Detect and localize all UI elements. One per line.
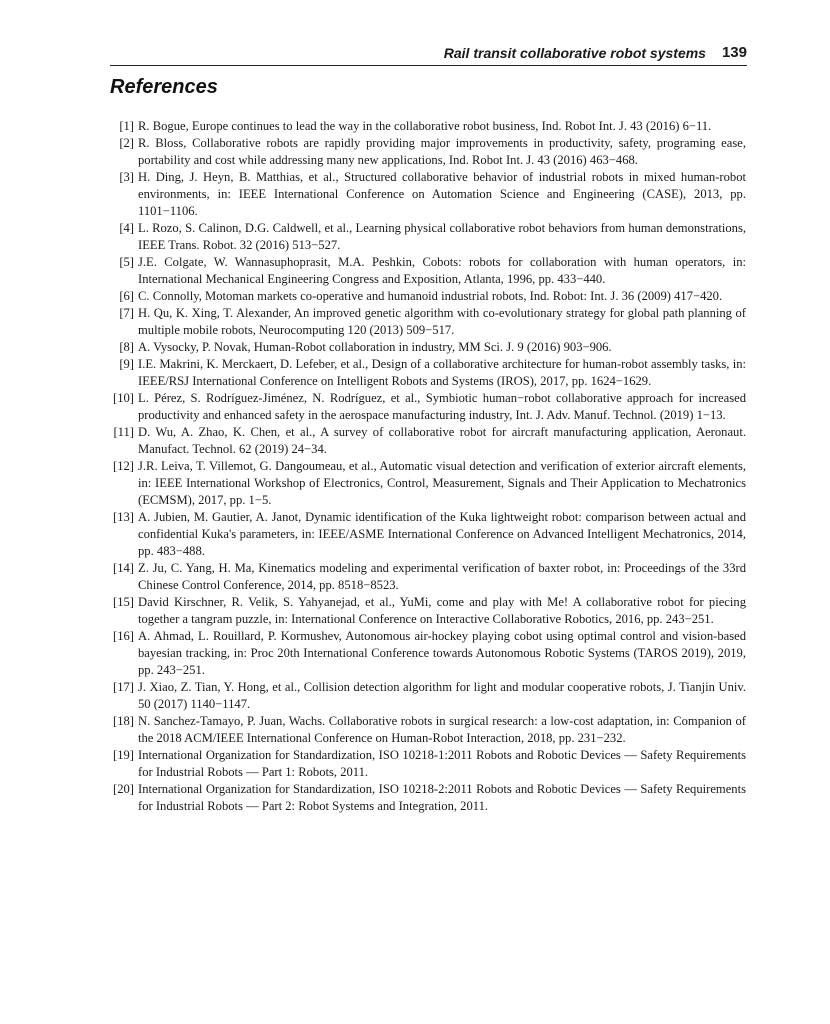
reference-number: [9]: [119, 357, 134, 371]
reference-text: A. Jubien, M. Gautier, A. Janot, Dynamic identification of the Kuka lightweight robot: comparison between actual and confidential Kuka's parameters, in: IEEE/ASME International Conference on Advanced Intelligent Mechatronics, 2014, pp. 483−488.: [138, 510, 746, 558]
reference-number: [15]: [113, 595, 134, 609]
reference-item: [110, 118, 746, 135]
reference-item: [110, 135, 746, 169]
reference-number: [4]: [119, 221, 134, 235]
reference-item: [110, 628, 746, 679]
reference-item: [110, 560, 746, 594]
reference-number: [16]: [113, 629, 134, 643]
reference-number: [8]: [119, 340, 134, 354]
reference-item: [110, 390, 746, 424]
reference-number: [10]: [113, 391, 134, 405]
reference-item: [110, 424, 746, 458]
reference-text: International Organization for Standardization, ISO 10218-1:2011 Robots and Robotic Devices — Safety Requirements for Industrial Robots — Part 1: Robots, 2011.: [138, 748, 746, 779]
reference-number: [12]: [113, 459, 134, 473]
reference-text: R. Bloss, Collaborative robots are rapidly providing major improvements in productivity, safety, programing ease, portability and cost while addressing many new applications, Ind. Robot Int. J. 43 (2016) 463−468.: [138, 136, 746, 167]
reference-text: A. Ahmad, L. Rouillard, P. Kormushev, Autonomous air-hockey playing cobot using optimal control and vision-based bayesian tracking, in: Proc 20th International Conference towards Autonomous Robotic Systems (TAROS 2019), 2019, pp. 243−251.: [138, 629, 746, 677]
reference-item: [110, 509, 746, 560]
reference-item: [110, 747, 746, 781]
reference-text: Z. Ju, C. Yang, H. Ma, Kinematics modeling and experimental verification of baxter robot, in: Proceedings of the 33rd Chinese Control Conference, 2014, pp. 8518−8523.: [138, 561, 746, 592]
reference-number: [11]: [113, 425, 134, 439]
running-header: [110, 38, 747, 66]
reference-number: [17]: [113, 680, 134, 694]
reference-item: [110, 288, 746, 305]
running-title: Rail transit collaborative robot systems: [443, 45, 706, 61]
reference-list: [110, 118, 746, 815]
reference-item: [110, 458, 746, 509]
section-heading: References: [110, 76, 218, 98]
reference-number: [20]: [113, 782, 134, 796]
reference-text: N. Sanchez-Tamayo, P. Juan, Wachs. Collaborative robots in surgical research: a low-cost adaptation, in: Companion of the 2018 ACM/IEEE International Conference on Human-Robot Interaction, 2018, pp. 231−232.: [138, 714, 746, 745]
reference-number: [7]: [119, 306, 134, 320]
reference-text: J.E. Colgate, W. Wannasuphoprasit, M.A. Peshkin, Cobots: robots for collaboration with human operators, in: International Mechanical Engineering Congress and Exposition, Atlanta, 1996, pp. 433−440.: [138, 255, 746, 286]
reference-text: J. Xiao, Z. Tian, Y. Hong, et al., Collision detection algorithm for light and modular cooperative robots, J. Tianjin Univ. 50 (2017) 1140−1147.: [138, 680, 746, 711]
reference-item: [110, 781, 746, 815]
reference-number: [3]: [119, 170, 134, 184]
reference-text: J.R. Leiva, T. Villemot, G. Dangoumeau, et al., Automatic visual detection and verification of exterior aircraft elements, in: IEEE International Workshop of Electronics, Control, Measurement, Signals and Their Application to Mechatronics (ECMSM), 2017, pp. 1−5.: [138, 459, 746, 507]
reference-item: [110, 220, 746, 254]
reference-text: L. Rozo, S. Calinon, D.G. Caldwell, et al., Learning physical collaborative robot behaviors from human demonstrations, IEEE Trans. Robot. 32 (2016) 513−527.: [138, 221, 746, 252]
reference-item: [110, 305, 746, 339]
reference-text: David Kirschner, R. Velik, S. Yahyanejad, et al., YuMi, come and play with Me! A collaborative robot for piecing together a tangram puzzle, in: International Conference on Interactive Collaborative Robotics, 2016, pp. 243−251.: [138, 595, 746, 626]
reference-item: [110, 169, 746, 220]
reference-item: [110, 594, 746, 628]
reference-item: [110, 356, 746, 390]
reference-number: [19]: [113, 748, 134, 762]
reference-number: [18]: [113, 714, 134, 728]
reference-number: [5]: [119, 255, 134, 269]
reference-item: [110, 339, 746, 356]
page-number: 139: [721, 44, 747, 61]
reference-number: [2]: [119, 136, 134, 150]
reference-item: [110, 254, 746, 288]
reference-text: International Organization for Standardization, ISO 10218-2:2011 Robots and Robotic Devices — Safety Requirements for Industrial Robots — Part 2: Robot Systems and Integration, 2011.: [138, 782, 746, 813]
reference-text: L. Pérez, S. Rodríguez-Jiménez, N. Rodríguez, et al., Symbiotic human−robot collaborative approach for increased productivity and enhanced safety in the aerospace manufacturing industry, Int. J. Adv. Manuf. Technol. (2019) 1−13.: [138, 391, 746, 422]
reference-text: I.E. Makrini, K. Merckaert, D. Lefeber, et al., Design of a collaborative architecture for human-robot assembly tasks, in: IEEE/RSJ International Conference on Intelligent Robots and Systems (IROS), 2017, pp. 1624−1629.: [138, 357, 746, 388]
reference-text: H. Qu, K. Xing, T. Alexander, An improved genetic algorithm with co-evolutionary strategy for global path planning of multiple mobile robots, Neurocomputing 120 (2013) 509−517.: [138, 306, 746, 337]
reference-text: C. Connolly, Motoman markets co-operative and humanoid industrial robots, Ind. Robot: Int. J. 36 (2009) 417−420.: [138, 289, 723, 303]
reference-number: [13]: [113, 510, 134, 524]
reference-item: [110, 679, 746, 713]
reference-item: [110, 713, 746, 747]
reference-text: H. Ding, J. Heyn, B. Matthias, et al., Structured collaborative behavior of industrial robots in mixed human-robot environments, in: IEEE International Conference on Automation Science and Engineering (CASE), 2013, pp. 1101−1106.: [138, 170, 746, 218]
reference-number: [1]: [119, 119, 134, 133]
reference-text: A. Vysocky, P. Novak, Human-Robot collaboration in industry, MM Sci. J. 9 (2016) 903−906.: [138, 340, 612, 354]
reference-number: [14]: [113, 561, 134, 575]
reference-text: R. Bogue, Europe continues to lead the way in the collaborative robot business, Ind. Robot Int. J. 43 (2016) 6−11.: [138, 119, 712, 133]
reference-number: [6]: [119, 289, 134, 303]
reference-text: D. Wu, A. Zhao, K. Chen, et al., A survey of collaborative robot for aircraft manufacturing application, Aeronaut. Manufact. Technol. 62 (2019) 24−34.: [138, 425, 746, 456]
